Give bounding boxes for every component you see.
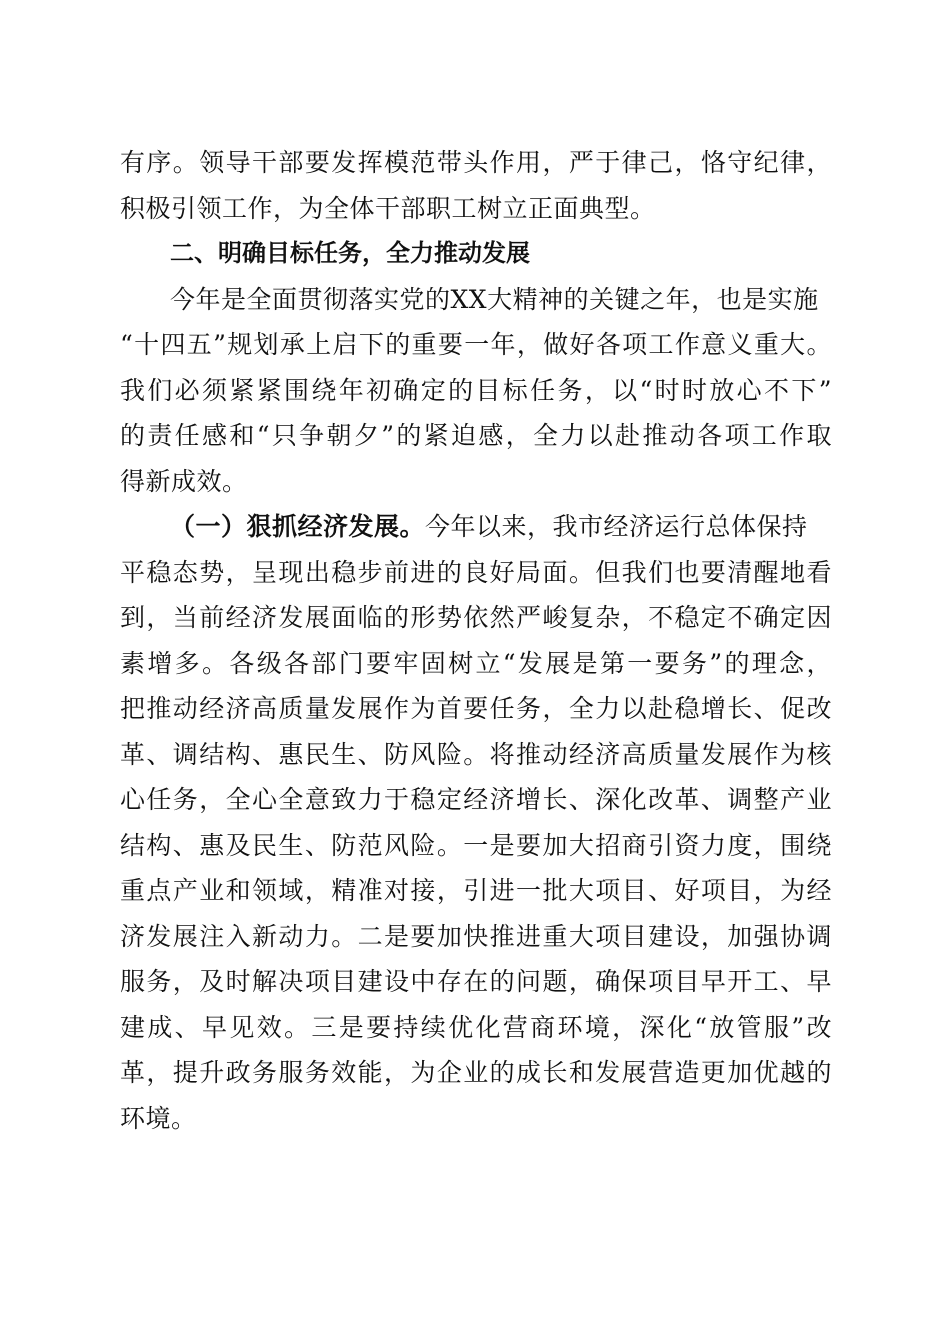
section-heading: 二、明确目标任务，全力推动发展 xyxy=(170,239,530,267)
body-text-span: 今年以来，我市经济运行总体保持 xyxy=(425,512,808,541)
body-text-line: 素增多。各级各部门要牢固树立“发展是第一要务”的理念， xyxy=(120,648,832,678)
body-text-line: 建成、早见效。三是要持续优化营商环境，深化“放管服”改 xyxy=(120,1012,832,1042)
body-text-line: 的责任感和“只争朝夕”的紧迫感，全力以赴推动各项工作取 xyxy=(120,421,832,450)
body-text-line: 心任务，全心全意致力于稳定经济增长、深化改革、调整产业 xyxy=(120,785,832,814)
body-text-line: “十四五”规划承上启下的重要一年，做好各项工作意义重大。 xyxy=(120,330,832,359)
body-text-line: 得新成效。 xyxy=(120,466,248,496)
body-text-line: 今年是全面贯彻落实党的XX大精神的关键之年，也是实施 xyxy=(170,284,819,314)
body-text-line: 积极引领工作，为全体干部职工树立正面典型。 xyxy=(120,193,656,223)
body-text-line: 把推动经济高质量发展作为首要任务，全力以赴稳增长、促改 xyxy=(120,694,832,723)
body-text-line: 结构、惠及民生、防范风险。一是要加大招商引资力度，围绕 xyxy=(120,830,832,860)
body-text-line: 到，当前经济发展面临的形势依然严峻复杂，不稳定不确定因 xyxy=(120,603,832,632)
document-page xyxy=(120,140,832,1141)
body-text-line: 服务，及时解决项目建设中存在的问题，确保项目早开工、早 xyxy=(120,967,832,996)
body-text-line: 济发展注入新动力。二是要加快推进重大项目建设，加强协调 xyxy=(120,921,832,951)
subsection-first-line xyxy=(120,504,832,550)
body-text-line: 我们必须紧紧围绕年初确定的目标任务，以“时时放心不下” xyxy=(120,375,832,405)
body-text-line: 革、调结构、惠民生、防风险。将推动经济高质量发展作为核 xyxy=(120,739,832,769)
subsection-heading: （一）狠抓经济发展。 xyxy=(170,512,426,541)
body-text-line: 有序。领导干部要发挥模范带头作用，严于律己，恪守纪律， xyxy=(120,148,832,177)
body-text-line: 平稳态势，呈现出稳步前进的良好局面。但我们也要清醒地看 xyxy=(120,557,832,587)
body-text-line: 重点产业和领域，精准对接，引进一批大项目、好项目，为经 xyxy=(120,876,832,905)
body-text-line: 革，提升政务服务效能，为企业的成长和发展营造更加优越的 xyxy=(120,1058,832,1087)
body-text-line: 环境。 xyxy=(120,1103,197,1133)
